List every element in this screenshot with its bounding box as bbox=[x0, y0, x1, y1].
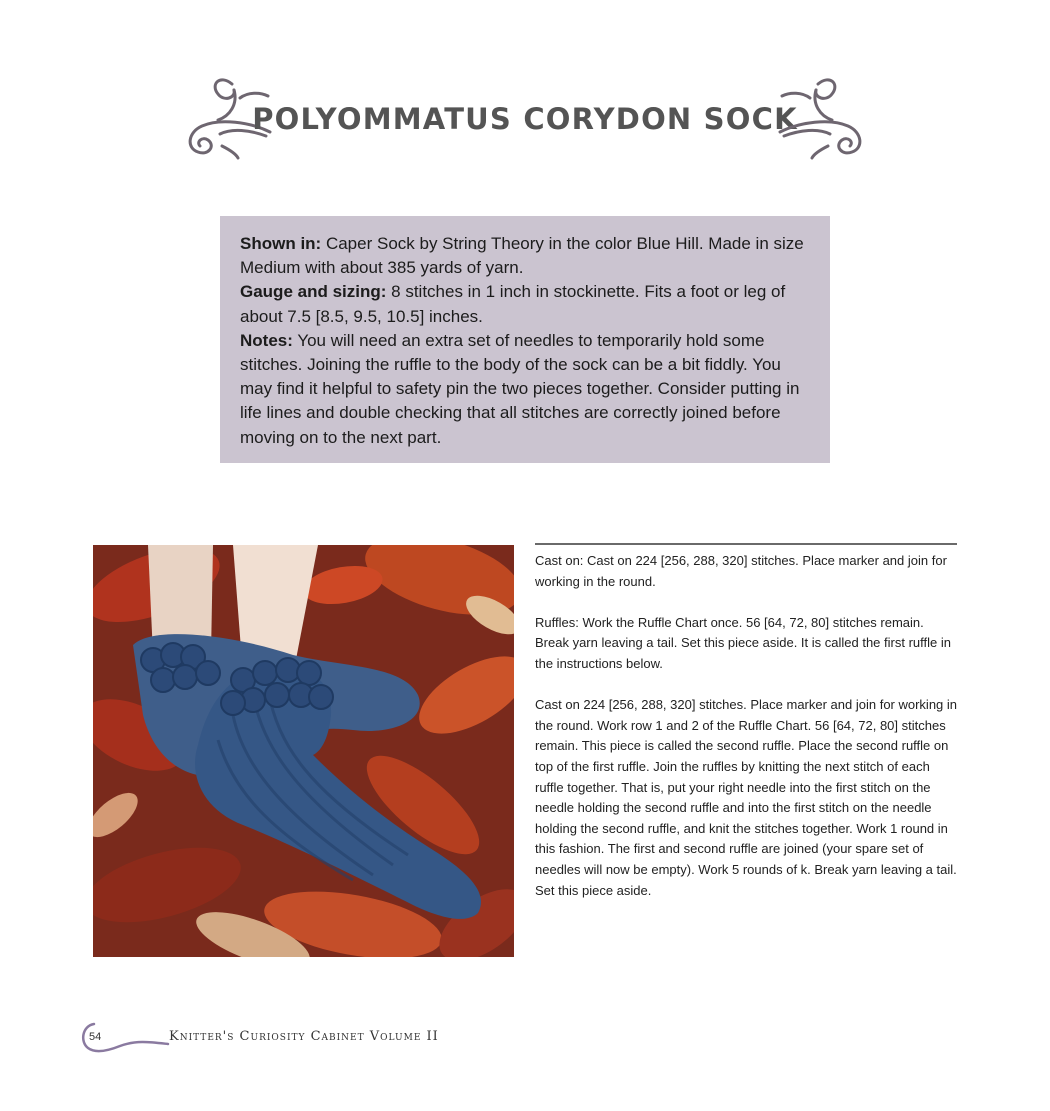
cast-on-paragraph: Cast on: Cast on 224 [256, 288, 320] stitches. Place marker and join for working in the round. bbox=[535, 553, 947, 589]
shown-in-line bbox=[240, 232, 810, 280]
instructions-text bbox=[535, 551, 957, 922]
gauge-line bbox=[240, 280, 810, 328]
page-footer bbox=[80, 1020, 500, 1056]
pattern-info-box bbox=[220, 216, 830, 463]
page-number: 54 bbox=[89, 1031, 102, 1043]
sock-photo bbox=[93, 545, 514, 957]
title-row bbox=[180, 70, 870, 165]
book-title: Knitter's Curiosity Cabinet Volume II bbox=[169, 1029, 439, 1044]
notes-line bbox=[240, 329, 810, 450]
second-ruffle-paragraph: Cast on 224 [256, 288, 320] stitches. Place marker and join for working in the round. Work row 1 and 2 of the Ruffle Chart. 56 [64, 72, 80] stitches remain. This piece is called the second ruffle. Place the second ruffle on top of the first ruffle. Join the ruffles by knitting the next stitch of each ruffle together. That is, put your right needle into the first stitch on the needle holding the second ruffle and into the first stitch on the needle holding the second ruffle, and knit the stitches together. Work 1 round in this fashion. The first and second ruffle are joined (your spare set of needles will now be empty). Work 5 rounds of k. Break yarn leaving a tail. Set this piece aside. bbox=[535, 697, 958, 898]
scroll-flourish-icon bbox=[778, 72, 870, 160]
page-title: POLYOMMATUS CORYDON SOCK bbox=[252, 102, 798, 136]
shown-in-text: Caper Sock by String Theory in the color Blue Hill. Made in size Medium with about 385 yards of yarn. bbox=[240, 234, 804, 278]
shown-in-label: Shown in: bbox=[240, 234, 322, 253]
gauge-label: Gauge and sizing: bbox=[240, 282, 387, 302]
gauge-text: 8 stitches in 1 inch in stockinette. Fits a foot or leg of about 7.5 [8.5, 9.5, 10.5] inches. bbox=[240, 282, 786, 326]
ruffles-paragraph: Ruffles: Work the Ruffle Chart once. 56 [64, 72, 80] stitches remain. Break yarn leaving a tail. Set this piece aside. It is called the first ruffle in the instructions below. bbox=[535, 614, 951, 671]
notes-label: Notes: bbox=[240, 330, 293, 350]
section-rule bbox=[535, 543, 957, 545]
notes-text: You will need an extra set of needles to temporarily hold some stitches. Joining the ruffle to the body of the sock can be a bit fiddly. You may find it helpful to safety pin the two pieces together. Consider putting in life lines and double checking that all stitches are correctly joined before moving on to the next part. bbox=[240, 330, 800, 447]
sock-photo-illustration bbox=[93, 545, 514, 957]
